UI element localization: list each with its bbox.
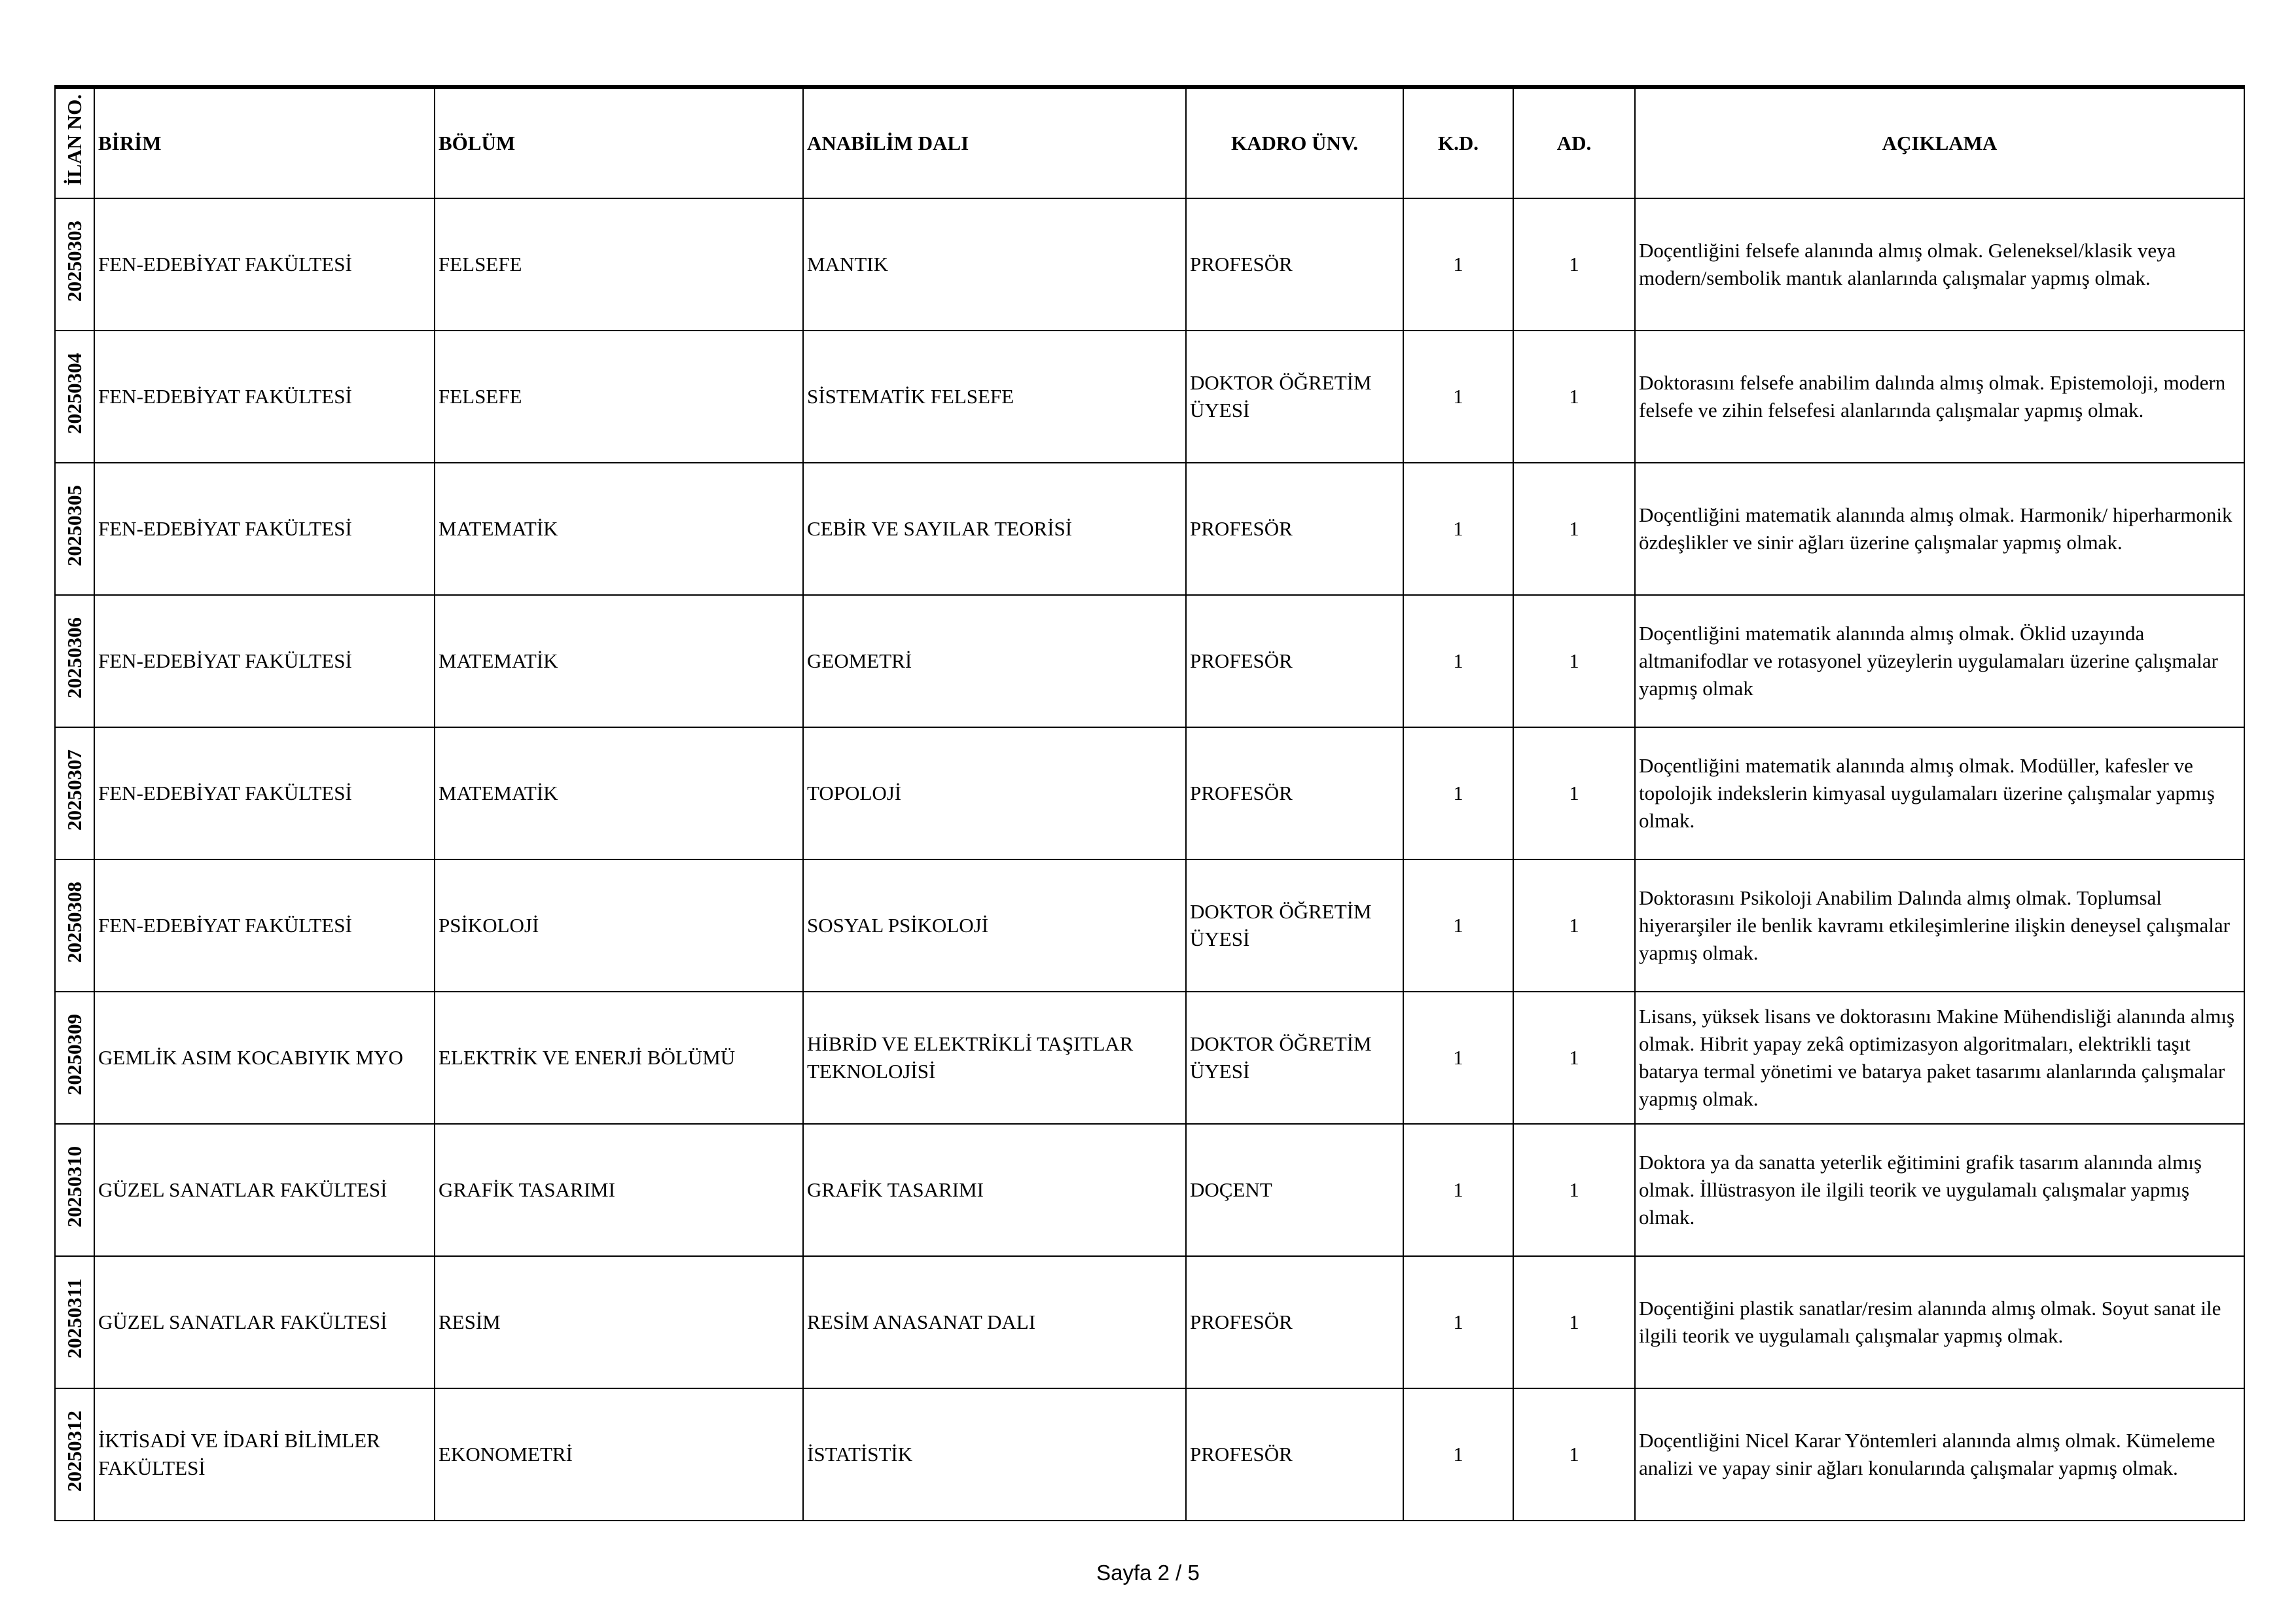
ad-cell: 1 [1513,595,1635,727]
ilan-no-text: 20250311 [63,1278,86,1359]
birim-cell: FEN-EDEBİYAT FAKÜLTESİ [94,331,435,463]
anabilim-dali-cell: GEOMETRİ [803,595,1186,727]
ad-cell: 1 [1513,992,1635,1124]
table-row [55,331,2244,463]
ad-cell: 1 [1513,331,1635,463]
ilan-no-text: 20250303 [63,220,86,302]
ad-cell: 1 [1513,1124,1635,1256]
aciklama-cell: Lisans, yüksek lisans ve doktorasını Makine Mühendisliği alanında almış olmak. Hibrit yapay zekâ optimizasyon algoritmaları, elektrikli taşıt batarya termal yönetimi ve batarya paket tasarımı alanlarında çalışmalar yapmış olmak. [1635,992,2244,1124]
ilan-no-text: 20250306 [63,617,86,698]
kd-cell: 1 [1403,331,1513,463]
kadro-unvan-cell: DOKTOR ÖĞRETİM ÜYESİ [1186,331,1403,463]
header-bolum: BÖLÜM [435,87,803,198]
bolum-cell: FELSEFE [435,331,803,463]
ilan-no-cell [55,198,94,331]
anabilim-dali-cell: CEBİR VE SAYILAR TEORİSİ [803,463,1186,595]
aciklama-cell: Doktorasını Psikoloji Anabilim Dalında almış olmak. Toplumsal hiyerarşiler ile benlik kavramı etkileşimlerine ilişkin deneysel çalışmalar yapmış olmak. [1635,859,2244,992]
header-aciklama: AÇIKLAMA [1635,87,2244,198]
bolum-cell: MATEMATİK [435,463,803,595]
ilan-no-cell [55,727,94,859]
ilan-no-cell [55,1256,94,1388]
kadro-unvan-cell: PROFESÖR [1186,595,1403,727]
ilan-no-text: 20250308 [63,881,86,963]
ilan-no-cell [55,463,94,595]
ilan-no-text: 20250309 [63,1013,86,1095]
ad-cell: 1 [1513,1388,1635,1521]
kd-cell: 1 [1403,1124,1513,1256]
aciklama-cell: Doçentiğini plastik sanatlar/resim alanında almış olmak. Soyut sanat ile ilgili teorik ve uygulamalı çalışmalar yapmış olmak. [1635,1256,2244,1388]
ad-cell: 1 [1513,198,1635,331]
birim-cell: GEMLİK ASIM KOCABIYIK MYO [94,992,435,1124]
bolum-cell: PSİKOLOJİ [435,859,803,992]
anabilim-dali-cell: GRAFİK TASARIMI [803,1124,1186,1256]
ilan-no-cell [55,992,94,1124]
header-anabilim-dali: ANABİLİM DALI [803,87,1186,198]
ilan-no-cell [55,1388,94,1521]
ad-cell: 1 [1513,463,1635,595]
ad-cell: 1 [1513,859,1635,992]
anabilim-dali-cell: İSTATİSTİK [803,1388,1186,1521]
birim-cell: GÜZEL SANATLAR FAKÜLTESİ [94,1124,435,1256]
ilan-no-text: 20250304 [63,352,86,434]
aciklama-cell: Doçentliğini matematik alanında almış olmak. Modüller, kafesler ve topolojik indekslerin kimyasal uygulamaları üzerine çalışmalar yapmış olmak. [1635,727,2244,859]
header-kd: K.D. [1403,87,1513,198]
table-row [55,463,2244,595]
anabilim-dali-cell: RESİM ANASANAT DALI [803,1256,1186,1388]
ilan-no-cell [55,331,94,463]
anabilim-dali-cell: MANTIK [803,198,1186,331]
anabilim-dali-cell: TOPOLOJİ [803,727,1186,859]
kd-cell: 1 [1403,1256,1513,1388]
ilan-no-cell [55,859,94,992]
birim-cell: FEN-EDEBİYAT FAKÜLTESİ [94,595,435,727]
kadro-unvan-cell: DOKTOR ÖĞRETİM ÜYESİ [1186,859,1403,992]
kadro-unvan-cell: DOÇENT [1186,1124,1403,1256]
kd-cell: 1 [1403,595,1513,727]
bolum-cell: GRAFİK TASARIMI [435,1124,803,1256]
kadro-unvan-cell: DOKTOR ÖĞRETİM ÜYESİ [1186,992,1403,1124]
table-row [55,595,2244,727]
kadro-unvan-cell: PROFESÖR [1186,1388,1403,1521]
ilan-no-text: 20250312 [63,1410,86,1492]
ad-cell: 1 [1513,727,1635,859]
header-birim: BİRİM [94,87,435,198]
ilan-no-cell [55,595,94,727]
table-row [55,992,2244,1124]
birim-cell: FEN-EDEBİYAT FAKÜLTESİ [94,727,435,859]
table-row [55,859,2244,992]
kd-cell: 1 [1403,859,1513,992]
page-number: Sayfa 2 / 5 [1096,1561,1200,1585]
table-row [55,1388,2244,1521]
header-row [55,87,2244,198]
kadro-unvan-cell: PROFESÖR [1186,1256,1403,1388]
kd-cell: 1 [1403,992,1513,1124]
anabilim-dali-cell: SOSYAL PSİKOLOJİ [803,859,1186,992]
birim-cell: FEN-EDEBİYAT FAKÜLTESİ [94,463,435,595]
announcement-table [54,85,2245,1521]
ad-cell: 1 [1513,1256,1635,1388]
aciklama-cell: Doçentliğini Nicel Karar Yöntemleri alanında almış olmak. Kümeleme analizi ve yapay sinir ağları konularında çalışmalar yapmış olmak. [1635,1388,2244,1521]
anabilim-dali-cell: SİSTEMATİK FELSEFE [803,331,1186,463]
aciklama-cell: Doktorasını felsefe anabilim dalında almış olmak. Epistemoloji, modern felsefe ve zihin felsefesi alanlarında çalışmalar yapmış olmak. [1635,331,2244,463]
aciklama-cell: Doktora ya da sanatta yeterlik eğitimini grafik tasarım alanında almış olmak. İllüstrasyon ile ilgili teorik ve uygulamalı çalışmalar yapmış olmak. [1635,1124,2244,1256]
header-kadro-unvan: KADRO ÜNV. [1186,87,1403,198]
table-row [55,1256,2244,1388]
header-ad: AD. [1513,87,1635,198]
bolum-cell: ELEKTRİK VE ENERJİ BÖLÜMÜ [435,992,803,1124]
aciklama-cell: Doçentliğini matematik alanında almış olmak. Harmonik/ hiperharmonik özdeşlikler ve sinir ağları üzerine çalışmalar yapmış olmak. [1635,463,2244,595]
kadro-unvan-cell: PROFESÖR [1186,198,1403,331]
table-row [55,198,2244,331]
kadro-unvan-cell: PROFESÖR [1186,463,1403,595]
table-row [55,1124,2244,1256]
ilan-no-text: 20250305 [63,484,86,566]
header-ilan-no: İLAN NO. [55,87,94,198]
kd-cell: 1 [1403,198,1513,331]
kd-cell: 1 [1403,1388,1513,1521]
ilan-no-cell [55,1124,94,1256]
birim-cell: İKTİSADİ VE İDARİ BİLİMLER FAKÜLTESİ [94,1388,435,1521]
bolum-cell: EKONOMETRİ [435,1388,803,1521]
bolum-cell: FELSEFE [435,198,803,331]
bolum-cell: MATEMATİK [435,595,803,727]
kd-cell: 1 [1403,727,1513,859]
kadro-unvan-cell: PROFESÖR [1186,727,1403,859]
ilan-no-text: 20250307 [63,749,86,831]
birim-cell: FEN-EDEBİYAT FAKÜLTESİ [94,859,435,992]
table-row [55,727,2244,859]
birim-cell: FEN-EDEBİYAT FAKÜLTESİ [94,198,435,331]
aciklama-cell: Doçentliğini felsefe alanında almış olmak. Geleneksel/klasik veya modern/sembolik mantık alanlarında çalışmalar yapmış olmak. [1635,198,2244,331]
anabilim-dali-cell: HİBRİD VE ELEKTRİKLİ TAŞITLAR TEKNOLOJİSİ [803,992,1186,1124]
kd-cell: 1 [1403,463,1513,595]
bolum-cell: RESİM [435,1256,803,1388]
bolum-cell: MATEMATİK [435,727,803,859]
ilan-no-text: 20250310 [63,1146,86,1227]
birim-cell: GÜZEL SANATLAR FAKÜLTESİ [94,1256,435,1388]
aciklama-cell: Doçentliğini matematik alanında almış olmak. Öklid uzayında altmanifodlar ve rotasyonel yüzeylerin uygulamaları üzerine çalışmalar yapmış olmak [1635,595,2244,727]
